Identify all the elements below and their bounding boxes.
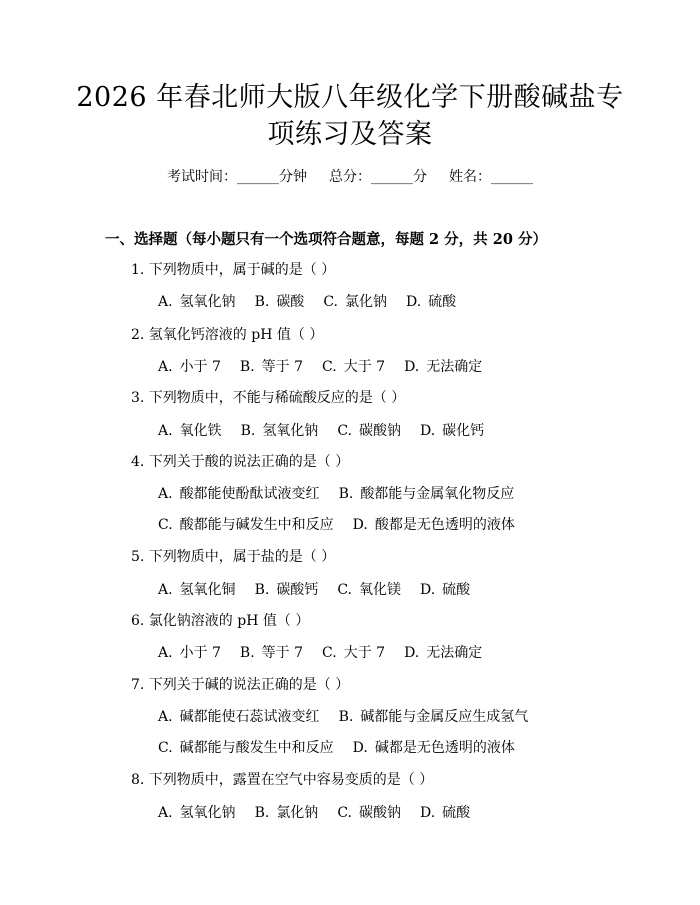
answer-option <box>406 292 456 312</box>
option-key: C. <box>158 517 173 533</box>
option-text: 小于 7 <box>179 359 221 375</box>
option-row <box>158 707 547 727</box>
question-stem: 1. 下列物质中，属于碱的是（ ） <box>131 262 336 278</box>
option-text: 酸都是无色透明的液体 <box>374 517 515 533</box>
option-key: B. <box>254 805 270 821</box>
option-text: 氧化铁 <box>179 423 222 439</box>
option-text: 氧化镁 <box>358 582 401 598</box>
answer-option <box>240 357 303 377</box>
option-text: 大于 7 <box>343 645 386 661</box>
option-key: B. <box>338 486 354 502</box>
answer-option <box>158 292 236 312</box>
question-stem: 6. 氯化钠溶液的 pH 值（ ） <box>131 613 310 629</box>
option-text: 小于 7 <box>179 645 221 661</box>
answer-option <box>255 580 319 600</box>
section-heading: 一、选择题（每小题只有一个选项符合题意，每题 2 分，共 20 分） <box>105 231 547 248</box>
option-text: 硫酸 <box>428 294 457 310</box>
answer-option <box>158 357 221 377</box>
question-stem: 5. 下列物质中，属于盐的是（ ） <box>131 549 336 565</box>
option-text: 碳化钙 <box>442 423 485 439</box>
option-key: D. <box>352 740 368 756</box>
option-text: 氢氧化钠 <box>262 423 319 439</box>
option-row <box>158 357 501 377</box>
option-text: 酸都能与金属氧化物反应 <box>360 486 515 502</box>
answer-option <box>158 484 320 504</box>
total-score-field: 总分：______分 <box>329 169 427 185</box>
option-row <box>158 292 475 312</box>
option-key: D. <box>404 359 420 375</box>
answer-option <box>158 738 334 758</box>
option-key: C. <box>322 359 337 375</box>
option-text: 碱都能与金属反应生成氢气 <box>360 709 529 725</box>
answer-option <box>158 580 236 600</box>
option-key: D. <box>404 645 420 661</box>
answer-option <box>337 580 401 600</box>
answer-option <box>337 803 401 823</box>
option-text: 碳酸钠 <box>358 805 401 821</box>
option-key: B. <box>254 582 270 598</box>
option-row <box>158 515 534 535</box>
option-text: 碳酸钠 <box>358 423 401 439</box>
answer-option <box>404 643 482 663</box>
exam-meta <box>0 167 700 187</box>
option-key: B. <box>254 294 270 310</box>
option-text: 氢氧化钠 <box>179 294 236 310</box>
option-key: B. <box>239 359 255 375</box>
option-key: C. <box>337 805 352 821</box>
answer-option <box>158 707 320 727</box>
option-text: 碱都是无色透明的液体 <box>374 740 515 756</box>
option-text: 氢氧化钠 <box>179 805 236 821</box>
option-text: 酸都能使酚酞试液变红 <box>179 486 320 502</box>
answer-option <box>158 643 221 663</box>
question-stem: 8. 下列物质中，露置在空气中容易变质的是（ ） <box>131 772 434 788</box>
option-key: C. <box>323 294 338 310</box>
option-key: C. <box>322 645 337 661</box>
answer-option <box>339 707 529 727</box>
answer-option <box>322 643 385 663</box>
answer-option <box>353 738 515 758</box>
option-key: C. <box>337 582 352 598</box>
option-key: A. <box>158 423 173 439</box>
option-key: D. <box>419 805 436 821</box>
option-key: A. <box>158 359 173 375</box>
option-row <box>158 803 489 823</box>
option-key: D. <box>419 582 436 598</box>
option-row <box>158 738 534 758</box>
question-stem: 4. 下列关于酸的说法正确的是（ ） <box>131 454 350 470</box>
question-stem: 2. 氢氧化钙溶液的 pH 值（ ） <box>131 327 324 343</box>
option-text: 氯化钠 <box>276 805 319 821</box>
option-key: D. <box>419 423 436 439</box>
answer-option <box>255 292 305 312</box>
answer-option <box>404 357 482 377</box>
option-row <box>158 421 503 441</box>
answer-option <box>420 803 470 823</box>
option-text: 碳酸 <box>276 294 305 310</box>
answer-option <box>323 292 387 312</box>
option-text: 酸都能与碱发生中和反应 <box>179 517 334 533</box>
answer-option <box>158 421 222 441</box>
answer-option <box>240 643 303 663</box>
option-key: A. <box>158 582 173 598</box>
option-row <box>158 580 489 600</box>
option-text: 等于 7 <box>261 645 304 661</box>
option-text: 碱都能使石蕊试液变红 <box>179 709 320 725</box>
answer-option <box>353 515 515 535</box>
option-row <box>158 643 501 663</box>
document-title-line2: 项练习及答案 <box>267 119 433 150</box>
student-name-field: 姓名：______ <box>449 169 533 185</box>
option-key: D. <box>405 294 422 310</box>
answer-option <box>322 357 385 377</box>
answer-option <box>158 803 236 823</box>
option-key: A. <box>158 805 173 821</box>
document-title-line1: 2026 年春北师大版八年级化学下册酸碱盐专 <box>76 82 624 113</box>
option-key: D. <box>352 517 368 533</box>
option-row <box>158 484 533 504</box>
option-text: 氢氧化铜 <box>179 582 236 598</box>
answer-option <box>420 421 484 441</box>
option-text: 无法确定 <box>426 645 483 661</box>
answer-option <box>337 421 401 441</box>
option-text: 无法确定 <box>426 359 483 375</box>
option-text: 等于 7 <box>261 359 304 375</box>
option-text: 碳酸钙 <box>276 582 319 598</box>
option-key: A. <box>158 645 173 661</box>
option-text: 硫酸 <box>442 582 471 598</box>
answer-option <box>420 580 470 600</box>
option-key: A. <box>158 709 173 725</box>
option-key: C. <box>158 740 173 756</box>
question-stem: 7. 下列关于碱的说法正确的是（ ） <box>131 677 350 693</box>
answer-option <box>241 421 319 441</box>
option-text: 硫酸 <box>442 805 471 821</box>
option-key: B. <box>338 709 354 725</box>
option-key: B. <box>240 423 256 439</box>
option-key: A. <box>158 294 173 310</box>
question-stem: 3. 下列物质中，不能与稀硫酸反应的是（ ） <box>131 390 406 406</box>
answer-option <box>255 803 319 823</box>
answer-option <box>339 484 515 504</box>
option-key: A. <box>158 486 173 502</box>
exam-time-field: 考试时间：______分钟 <box>167 169 307 185</box>
option-text: 大于 7 <box>343 359 386 375</box>
option-text: 氯化钠 <box>344 294 387 310</box>
option-key: B. <box>239 645 255 661</box>
option-text: 碱都能与酸发生中和反应 <box>179 740 334 756</box>
answer-option <box>158 515 334 535</box>
option-key: C. <box>337 423 352 439</box>
